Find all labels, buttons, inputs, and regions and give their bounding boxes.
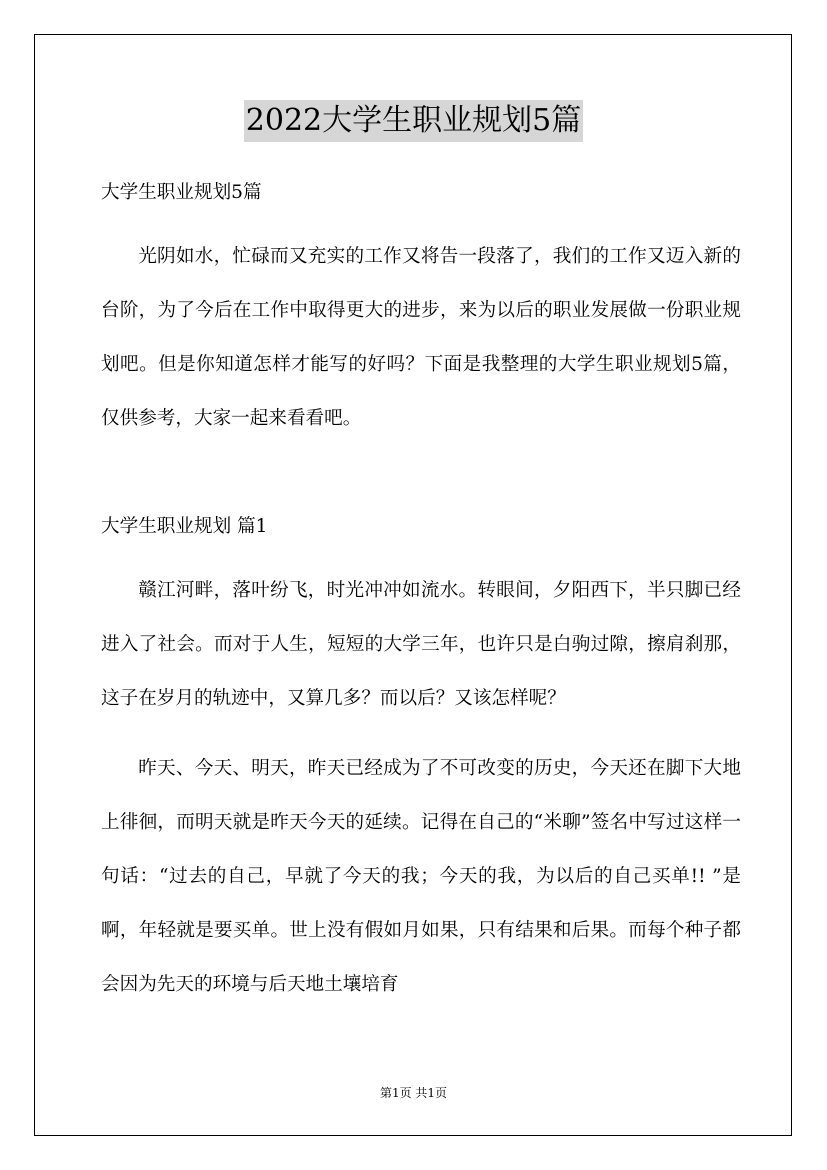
section1-paragraph: 昨天、今天、明天，昨天已经成为了不可改变的历史，今天还在脚下大地上徘徊，而明天就是昨天今天的延续。记得在自己的“米聊”签名中写过这样一句话：“过去的自己，早就了今天的我；今天的我，为以后的自己买单!! ”是啊，年轻就是要买单。世上没有假如月如果，只有结果和后果。而每个种子都会因为先天的环境与后天地土壤培育 (101, 758, 741, 995)
intro-paragraph: 光阴如水，忙碌而又充实的工作又将告一段落了，我们的工作又迈入新的台阶，为了今后在工作中取得更大的进步，来为以后的职业发展做一份职业规划吧。但是你知道怎样才能写的好吗？下面是我整理的大学生职业规划5篇，仅供参考，大家一起来看看吧。 (101, 246, 741, 429)
section-spacer (101, 446, 741, 512)
page-footer (0, 1085, 827, 1101)
document-title: 2022大学生职业规划5篇 (244, 100, 583, 142)
section1-paragraph: 赣江河畔，落叶纷飞，时光冲冲如流水。转眼间，夕阳西下，半只脚已经进入了社会。而对于人生，短短的大学三年，也许只是白驹过隙，擦肩刹那，这子在岁月的轨迹中，又算几多？而以后？又该怎样呢？ (101, 580, 741, 709)
intro-heading: 大学生职业规划5篇 (101, 182, 262, 203)
document-body (101, 178, 741, 1012)
section1-heading: 大学生职业规划 篇1 (101, 516, 268, 537)
page-number: 第1页 共1页 (379, 1086, 448, 1100)
title-container (0, 100, 827, 142)
